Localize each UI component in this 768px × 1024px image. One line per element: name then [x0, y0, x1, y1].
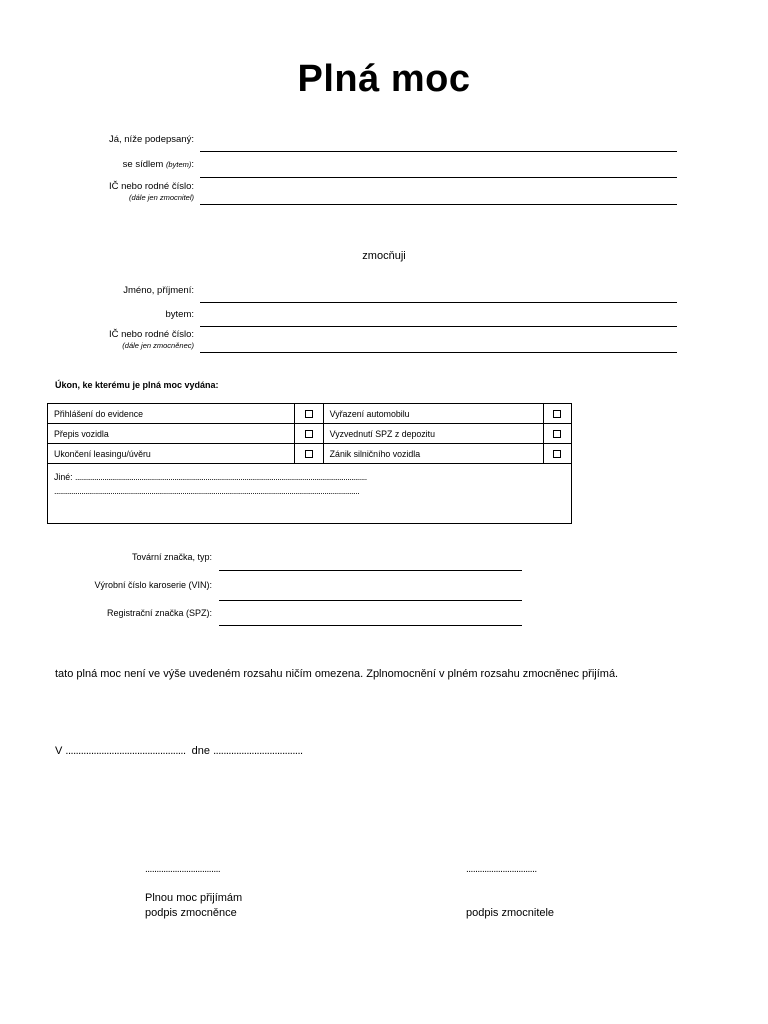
checkbox[interactable]: [305, 410, 313, 418]
grantor-seat-hint: (bytem): [165, 160, 192, 169]
grantor-signature-label: podpis zmocnitele: [466, 907, 555, 919]
date-prefix: dne: [191, 745, 211, 757]
operation-label: Zánik silničního vozidla: [323, 444, 543, 464]
operation-label: Vyřazení automobilu: [323, 404, 543, 424]
checkbox[interactable]: [553, 450, 561, 458]
grantor-id-label: IČ nebo rodné číslo:: [108, 181, 194, 192]
operation-label: Vyzvednutí SPZ z depozitu: [323, 424, 543, 444]
grantor-seat-label: [123, 159, 194, 170]
operation-checkbox-cell: [543, 424, 571, 444]
checkbox[interactable]: [553, 410, 561, 418]
checkbox[interactable]: [553, 430, 561, 438]
grantee-accept-text: Plnou moc přijímám: [145, 892, 243, 904]
statement-text: tato plná moc není ve výše uvedeném rozsahu ničím omezena. Zplnomocnění v plném rozsahu zmocněnec přijímá.: [55, 668, 619, 680]
table-row: [48, 464, 572, 524]
operations-table: [47, 403, 572, 524]
operation-label: Ukončení leasingu/úvěru: [48, 444, 295, 464]
grantor-signature-field[interactable]: ...............................: [466, 864, 537, 875]
operation-label: Přihlášení do evidence: [48, 404, 295, 424]
grantor-id-note: (dále jen zmocnitel): [128, 193, 194, 202]
operation-checkbox-cell: [543, 404, 571, 424]
vehicle-plate-field[interactable]: [219, 625, 522, 626]
table-row: [48, 424, 572, 444]
document-title: Plná moc: [297, 58, 471, 100]
grantee-residence-label: bytem:: [165, 309, 194, 320]
table-row: [48, 444, 572, 464]
table-row: [48, 404, 572, 424]
vehicle-vin-field[interactable]: [219, 600, 522, 601]
operation-checkbox-cell: [295, 404, 323, 424]
operations-heading: Úkon, ke kterému je plná moc vydána:: [55, 380, 219, 390]
grantee-name-label: Jméno, příjmení:: [123, 285, 194, 296]
grantee-id-note: (dále jen zmocněnec): [122, 341, 194, 350]
operation-checkbox-cell: [295, 444, 323, 464]
place-field[interactable]: ...............................................: [65, 745, 186, 757]
checkbox[interactable]: [305, 450, 313, 458]
other-dots-line-1: ......................................................................................................................................................: [75, 472, 367, 482]
operation-checkbox-cell: [543, 444, 571, 464]
vehicle-plate-label: Registrační značka (SPZ):: [106, 608, 212, 618]
other-operation-cell[interactable]: [48, 464, 572, 524]
operation-label: Přepis vozidla: [48, 424, 295, 444]
authorize-word: zmocňuji: [362, 250, 406, 262]
vehicle-brand-field[interactable]: [219, 570, 522, 571]
grantor-seat-colon: :: [191, 159, 194, 170]
checkbox[interactable]: [305, 430, 313, 438]
operation-checkbox-cell: [295, 424, 323, 444]
vehicle-vin-label: Výrobní číslo karoserie (VIN):: [94, 580, 212, 590]
grantor-id-field[interactable]: [200, 204, 677, 205]
grantee-id-label: IČ nebo rodné číslo:: [108, 329, 194, 340]
other-dots-line-2: .............................................................................................................................................................: [54, 486, 360, 496]
grantor-name-label: Já, níže podepsaný:: [108, 134, 194, 145]
other-label: Jiné:: [54, 472, 73, 482]
place-date-line: [55, 745, 303, 757]
grantee-id-field[interactable]: [200, 352, 677, 353]
grantee-residence-field[interactable]: [200, 326, 677, 327]
date-field[interactable]: ...................................: [213, 745, 303, 757]
grantee-signature-field[interactable]: .................................: [145, 864, 221, 875]
place-prefix: V: [55, 745, 63, 757]
grantor-seat-field[interactable]: [200, 177, 677, 178]
grantee-signature-label: podpis zmocněnce: [145, 907, 237, 919]
grantor-name-field[interactable]: [200, 151, 677, 152]
grantee-name-field[interactable]: [200, 302, 677, 303]
grantee-signature-caption: [145, 891, 242, 921]
vehicle-brand-label: Tovární značka, typ:: [131, 552, 212, 562]
grantor-seat-text: se sídlem: [122, 159, 164, 170]
